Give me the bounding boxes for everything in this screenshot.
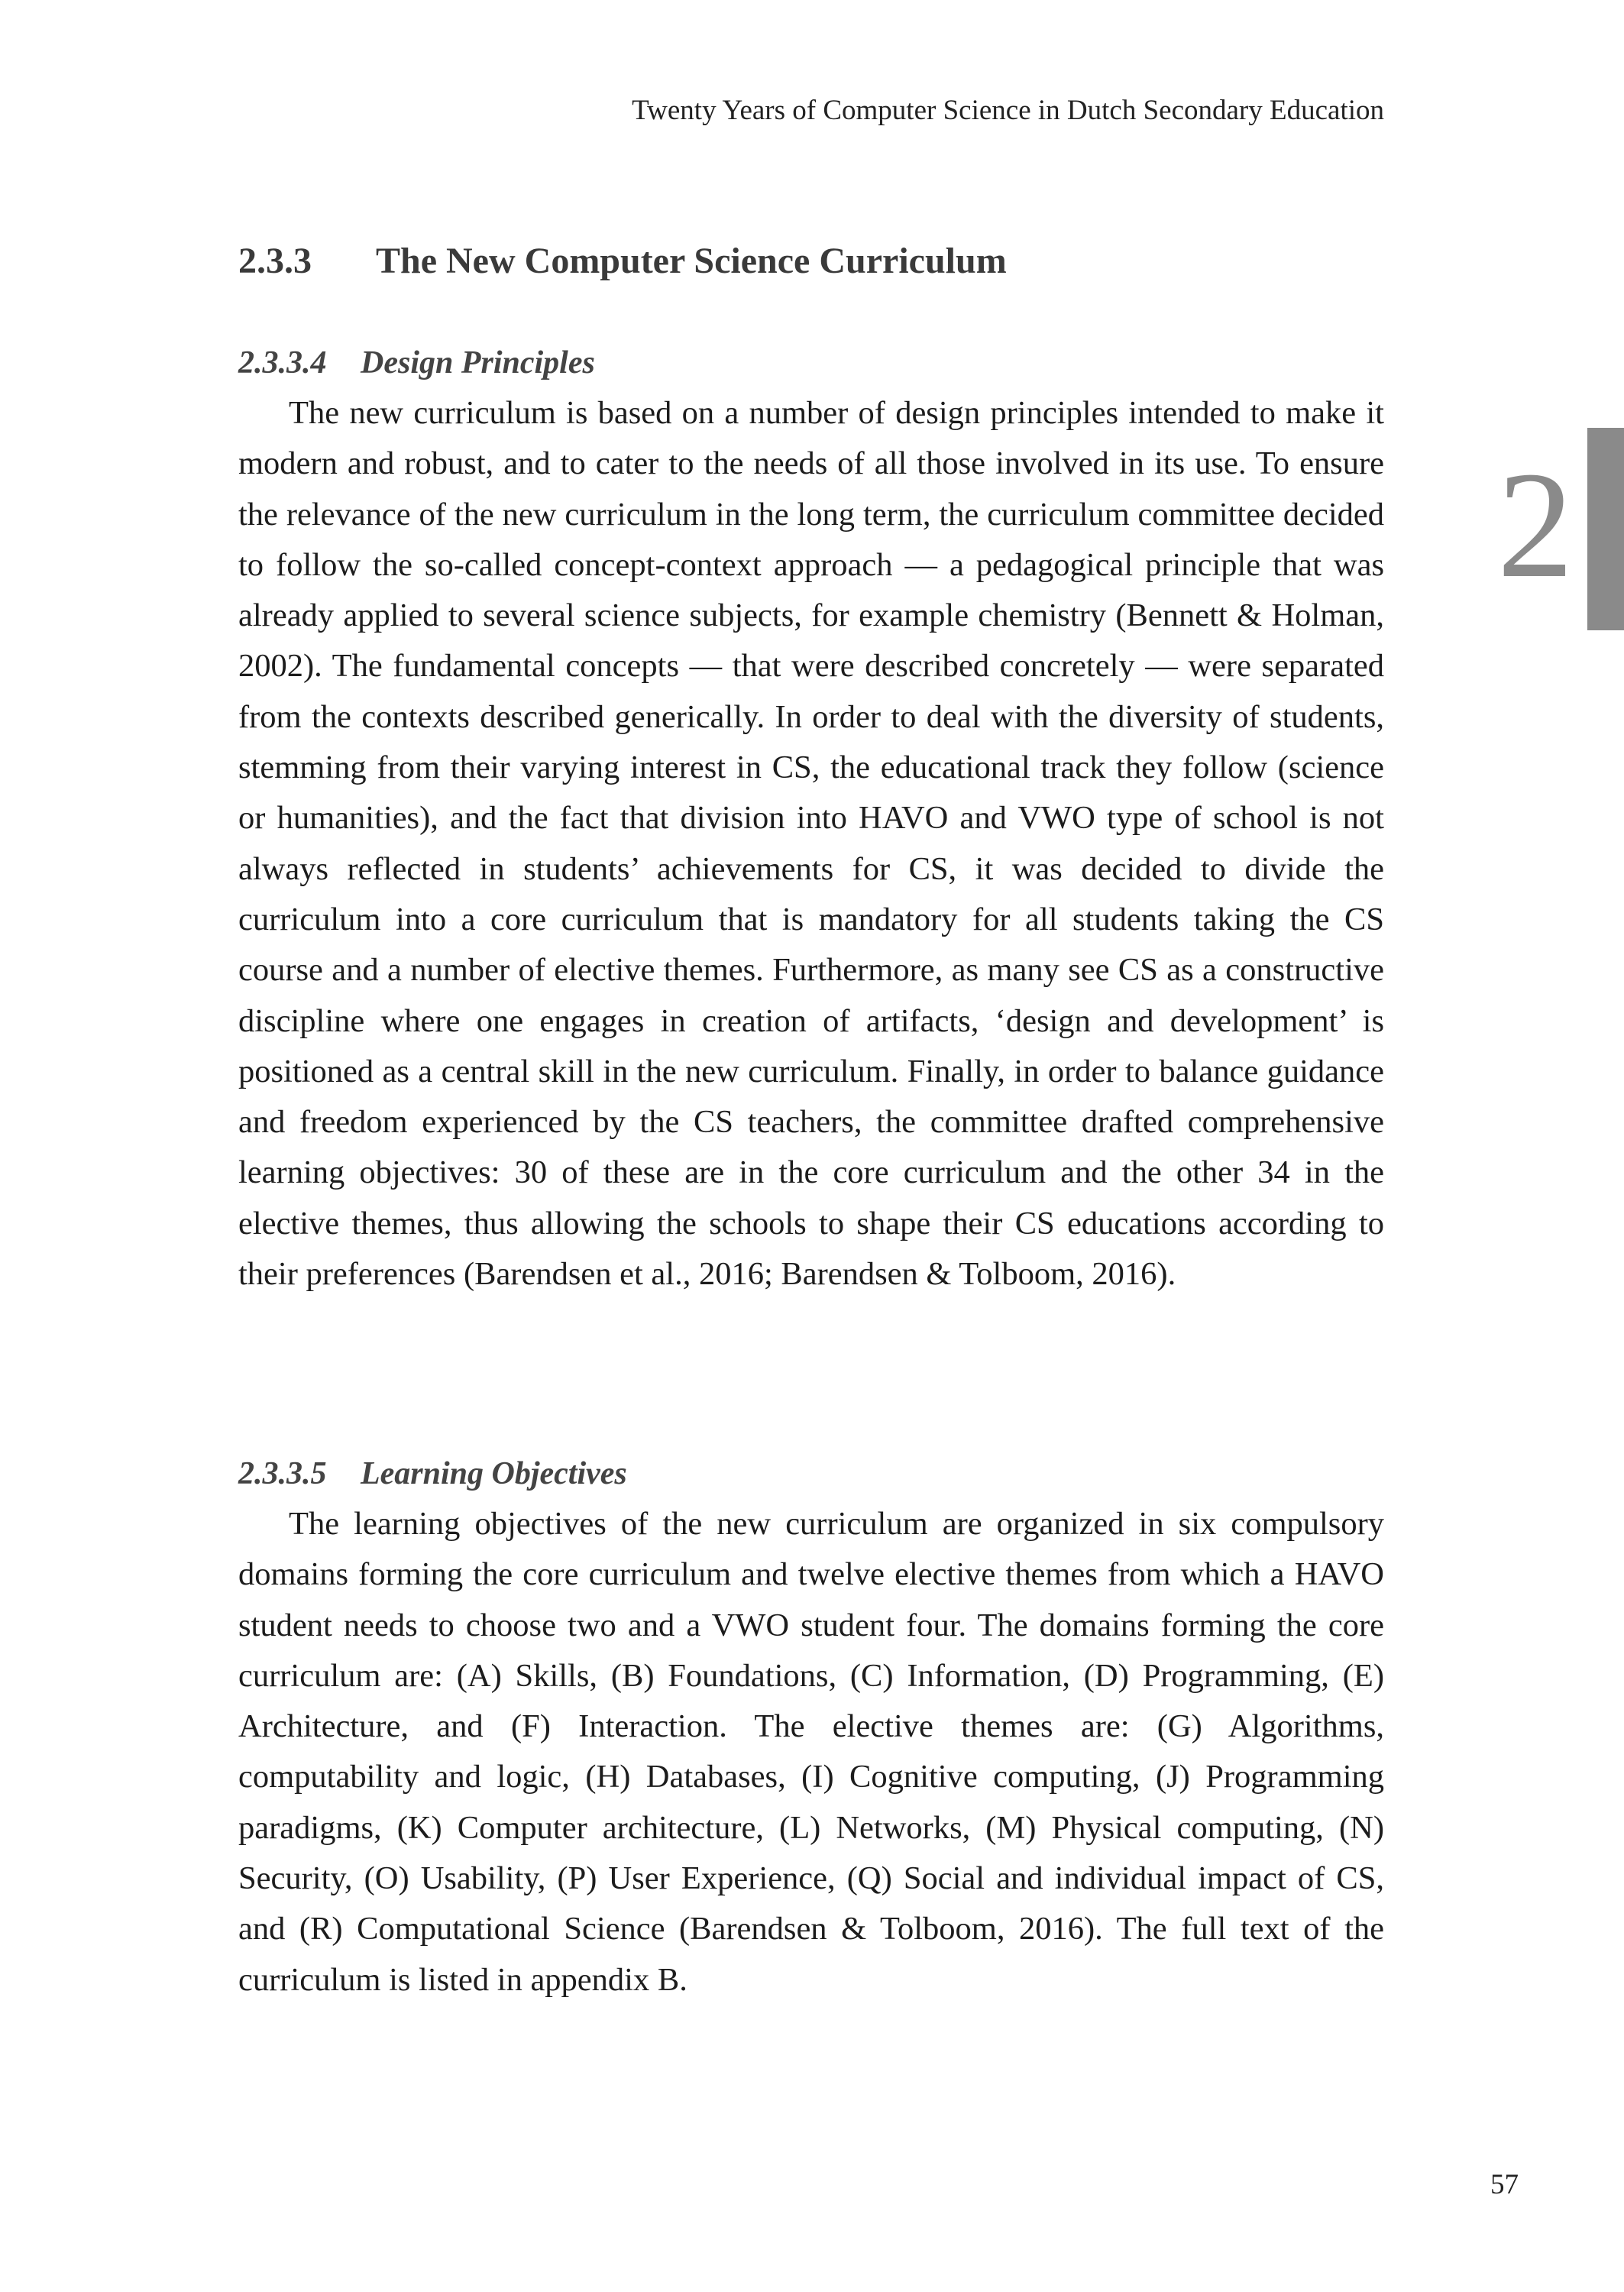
subsection-number: 2.3.3.4 — [238, 345, 327, 380]
section-number: 2.3.3 — [238, 241, 312, 281]
subsection-title: Design Principles — [361, 345, 595, 380]
chapter-number-marker: 2 — [1497, 441, 1574, 610]
section-title: The New Computer Science Curriculum — [376, 241, 1007, 281]
subsection-title: Learning Objectives — [361, 1456, 627, 1491]
subsection-heading-design-principles — [238, 338, 595, 388]
paragraph-design-principles: The new curriculum is based on a number of design principles intended to make it modern and robust, and to cater to the needs of all those involved in its use. To ensure the relevance of the new curriculum in the long term, the curriculum committee decided to follow the so-called concept-context approach — a pedagogical principle that was already applied to several science subjects, for example chemistry (Bennett & Holman, 2002). The fundamental concepts — that were described concretely — were separated from the contexts described generically. In order to deal with the diversity of students, stemming from their varying interest in CS, the educational track they follow (science or humanities), and the fact that division into HAVO and VWO type of school is not always reflected in students’ achievements for CS, it was decided to divide the curriculum into a core curriculum that is mandatory for all students taking the CS course and a number of elective themes. Furthermore, as many see CS as a constructive discipline where one engages in creation of artifacts, ‘design and development’ is positioned as a central skill in the new curriculum. Finally, in order to balance guidance and freedom experienced by the CS teachers, the committee drafted comprehensive learning objectives: 30 of these are in the core curriculum and the other 34 in the elective themes, thus allowing the schools to shape their CS educations according to their preferences (Barendsen et al., 2016; Barendsen & Tolboom, 2016). — [238, 395, 1384, 1293]
subsection-number: 2.3.3.5 — [238, 1456, 327, 1491]
paragraph-learning-objectives: The learning objectives of the new curriculum are organized in six compulsory domains forming the core curriculum and twelve elective themes from which a HAVO student needs to choose two and a VWO student four. The domains forming the core curriculum are: (A) Skills, (B) Foundations, (C) Information, (D) Programming, (E) Architecture, and (F) Interaction. The elective themes are: (G) Algorithms, computability and logic, (H) Databases, (I) Cognitive computing, (J) Programming paradigms, (K) Computer architecture, (L) Networks, (M) Physical computing, (N) Security, (O) Usability, (P) User Experience, (Q) Social and individual impact of CS, and (R) Computational Science (Barendsen & Tolboom, 2016). The full text of the curriculum is listed in appendix B. — [238, 1506, 1384, 1998]
section-heading — [238, 235, 1007, 287]
running-header: Twenty Years of Computer Science in Dutch Secondary Education — [632, 95, 1384, 126]
page-number: 57 — [1490, 2169, 1519, 2200]
subsection-heading-learning-objectives — [238, 1449, 627, 1499]
chapter-thumb-tab — [1587, 428, 1624, 630]
